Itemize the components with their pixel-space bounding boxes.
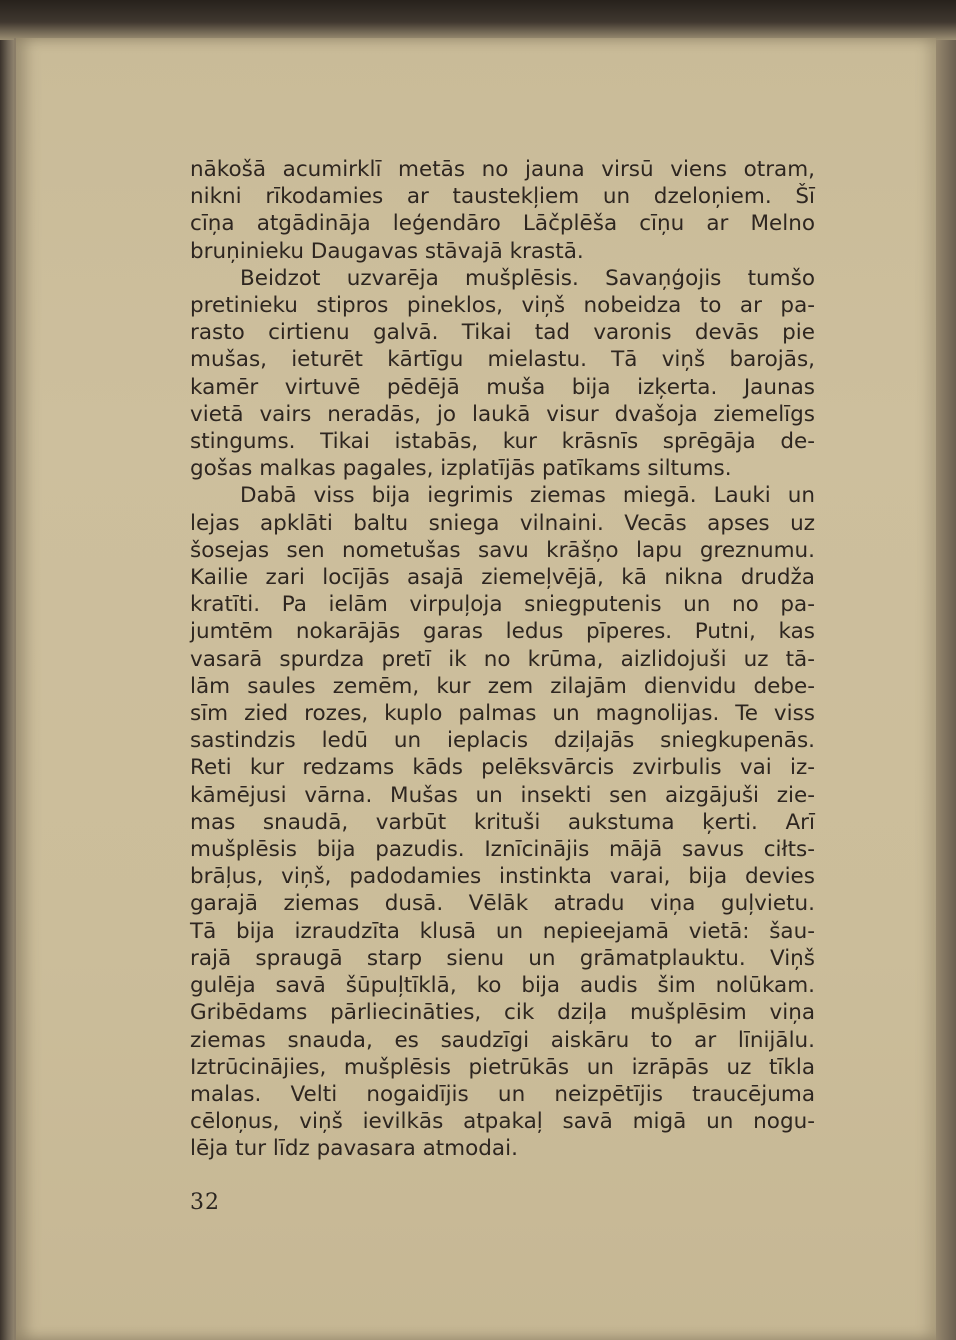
- text-line: Dabā viss bija iegrimis ziemas miegā. Lauki un: [240, 483, 815, 509]
- text-line: malas. Velti nogaidījis un neizpētījis traucējuma: [190, 1081, 815, 1107]
- text-line: šosejas sen nometušas savu krāšņo lapu greznumu.: [190, 537, 815, 563]
- text-line: sīm zied rozes, kuplo palmas un magnolijas. Te viss: [190, 701, 815, 727]
- text-line: jumtēm nokarājās garas ledus pīperes. Putni, kas: [190, 619, 815, 645]
- text-line: vietā vairs neradās, jo laukā visur dvašoja ziemelīgs: [190, 401, 815, 427]
- top-page-edge: [0, 0, 956, 40]
- text-line: mušas, ieturēt kārtīgu mielastu. Tā viņš barojās,: [190, 347, 815, 373]
- text-line: mušplēsis bija pazudis. Iznīcinājis mājā savus ciłts-: [190, 837, 815, 863]
- text-line: lām saules zemēm, kur zem zilajām dienvidu debe-: [190, 673, 815, 699]
- text-line: cīņa atgādināja leģendāro Lāčplēša cīņu ar Melno: [190, 211, 815, 237]
- text-line: sastindzis ledū un ieplacis dziļajās sniegkupenās.: [190, 728, 815, 754]
- text-line: mas snaudā, varbūt krituši aukstuma ķerti. Arī: [190, 809, 815, 835]
- text-line: brāļus, viņš, padodamies instinkta varai, bija devies: [190, 864, 815, 890]
- page-number: 32: [190, 1190, 220, 1215]
- text-line: kratīti. Pa ielām virpuļoja sniegputenis un no pa-: [190, 592, 815, 618]
- text-line: Kailie zari locījās asajā ziemeļvējā, kā nikna drudža: [190, 565, 815, 591]
- text-line: lēja tur līdz pavasara atmodai.: [190, 1136, 518, 1162]
- text-line: Beidzot uzvarēja mušplēsis. Savaņģojis tumšo: [240, 265, 815, 291]
- text-line: bruņinieku Daugavas stāvajā krastā.: [190, 238, 584, 264]
- text-line: garajā ziemas dusā. Vēlāk atradu viņa guļvietu.: [190, 891, 815, 917]
- text-line: rasto cirtienu galvā. Tikai tad varonis devās pie: [190, 320, 815, 346]
- body-text: [190, 156, 815, 1163]
- text-line: rajā spraugā starp sienu un grāmatplauktu. Viņš: [190, 945, 815, 971]
- text-line: kamēr virtuvē pēdējā muša bija izķerta. Jaunas: [190, 374, 815, 400]
- text-line: stingums. Tikai istabās, kur krāsnīs sprēgāja de-: [190, 429, 815, 455]
- text-line: Tā bija izraudzīta klusā un nepieejamā vietā: šau-: [190, 918, 815, 944]
- text-line: ziemas snauda, es saudzīgi aiskāru to ar līnijālu.: [190, 1027, 815, 1053]
- text-line: Reti kur redzams kāds pelēksvārcis zvirbulis vai iz-: [190, 755, 815, 781]
- text-line: nākošā acumirklī metās no jauna virsū viens otram,: [190, 157, 815, 182]
- text-line: vasarā spurdza pretī ik no krūma, aizlidojuši uz tā-: [190, 646, 815, 672]
- text-line: gošas malkas pagales, izplatījās patīkams siltums.: [190, 456, 732, 482]
- text-line: cēloņus, viņš ievilkās atpakaļ savā migā un nogu-: [190, 1109, 815, 1135]
- text-line: Iztrūcinājies, mušplēsis pietrūkās un izrāpās uz tīkla: [190, 1054, 815, 1080]
- text-line: gulēja savā šūpuļtīklā, ko bija audis šim nolūkam.: [190, 973, 815, 999]
- text-line: Gribēdams pārliecināties, cik dziļa mušplēsim viņa: [190, 1000, 815, 1026]
- text-line: lejas apklāti baltu sniega vilnaini. Vecās apses uz: [190, 510, 815, 536]
- text-line: kāmējusi vārna. Mušas un insekti sen aizgājuši zie-: [190, 782, 815, 808]
- text-line: nikni rīkodamies ar taustekļiem un dzeloņiem. Šī: [190, 184, 815, 210]
- text-line: pretinieku stipros pineklos, viņš nobeidza to ar pa-: [190, 293, 815, 319]
